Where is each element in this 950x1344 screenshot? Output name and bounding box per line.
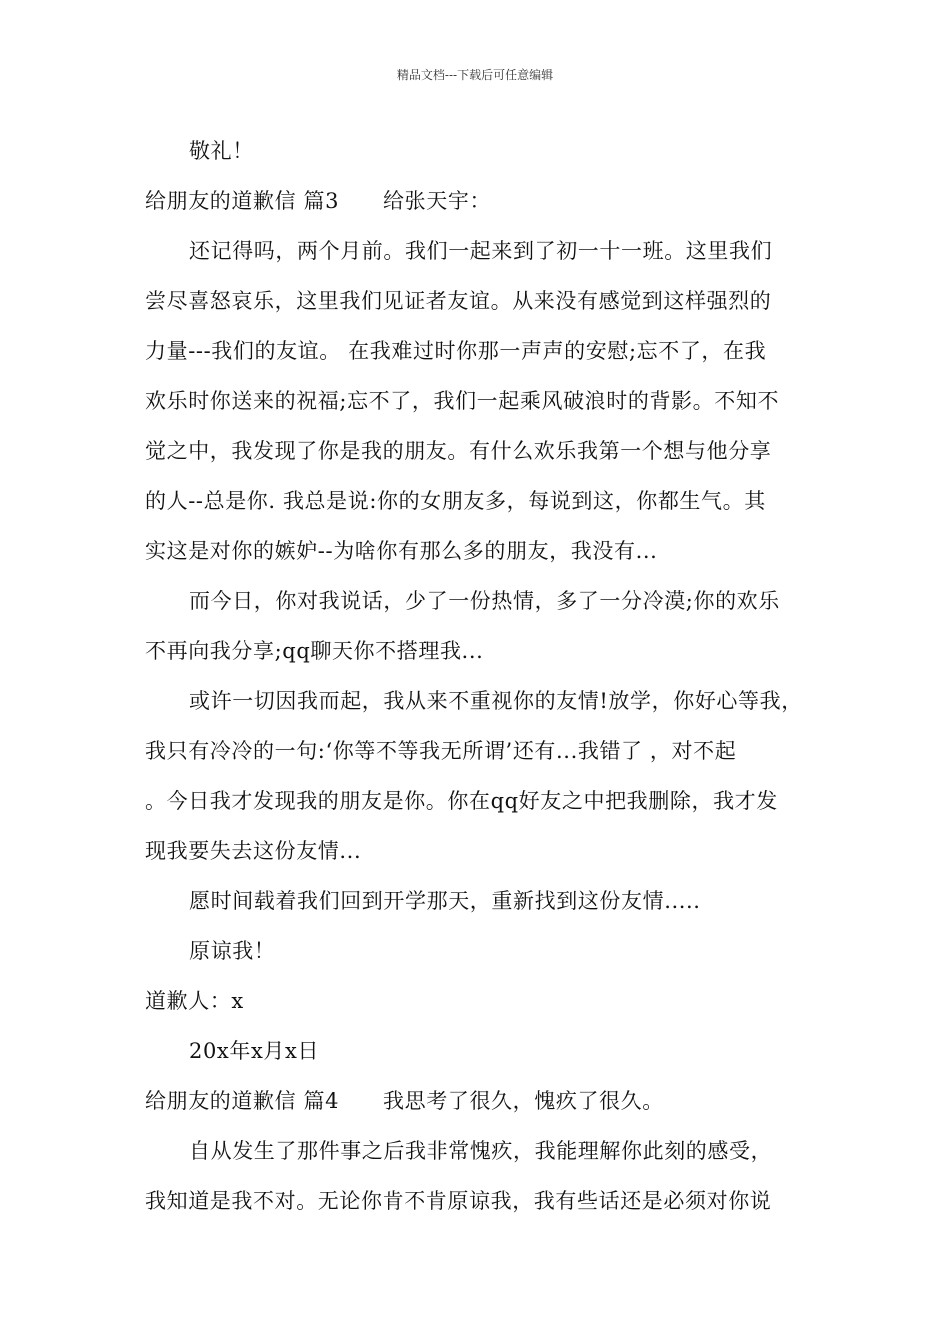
letter-4-title: 给朋友的道歉信 篇4 [145, 1089, 340, 1113]
closing-salute: 敬礼！ [189, 139, 254, 163]
signature: 道歉人：x [145, 989, 244, 1013]
paragraph-line: 力量---我们的友谊。 在我难过时你那一声声的安慰;忘不了，在我 [145, 339, 767, 363]
paragraph-line: 现我要失去这份友情... [145, 839, 362, 863]
letter-4-heading [145, 1076, 835, 1126]
paragraph-line: 的人--总是你. 我总是说:你的女朋友多，每说到这，你都生气。其 [145, 489, 766, 513]
letter-3-greeting: 给张天宇： [383, 189, 492, 213]
paragraph-line: 实这是对你的嫉妒--为啥你有那么多的朋友，我没有... [145, 539, 658, 563]
paragraph-line: 欢乐时你送来的祝福;忘不了，我们一起乘风破浪时的背影。不知不 [145, 389, 780, 413]
letter-3-heading [145, 176, 835, 226]
paragraph-line: 觉之中，我发现了你是我的朋友。有什么欢乐我第一个想与他分享 [145, 439, 772, 463]
closing-line: 原谅我！ [189, 939, 276, 963]
paragraph-line: 我知道是我不对。无论你肯不肯原谅我，我有些话还是必须对你说 [145, 1189, 772, 1213]
paragraph-line: 自从发生了那件事之后我非常愧疚，我能理解你此刻的感受， [189, 1139, 773, 1163]
paragraph-line: 尝尽喜怒哀乐，这里我们见证者友谊。从来没有感觉到这样强烈的 [145, 289, 772, 313]
date-line: 20x年x月x日 [189, 1039, 320, 1063]
paragraph-line: 而今日，你对我说话，少了一份热情，多了一分冷漠;你的欢乐 [189, 589, 780, 613]
paragraph-line: 还记得吗，两个月前。我们一起来到了初一十一班。这里我们 [189, 239, 773, 263]
paragraph-line: 我只有冷冷的一句:‘你等不等我无所谓’还有...我错了 ，对不起 [145, 739, 737, 763]
letter-3-title: 给朋友的道歉信 篇3 [145, 189, 340, 213]
paragraph-line: 或许一切因我而起，我从来不重视你的友情!放学，你好心等我， [189, 689, 803, 713]
paragraph-line: 。今日我才发现我的朋友是你。你在qq好友之中把我删除，我才发 [145, 789, 778, 813]
document-body [145, 126, 835, 1226]
page-header: 精品文档---下载后可任意编辑 [396, 68, 554, 82]
paragraph-line: 不再向我分享;qq聊天你不搭理我... [145, 639, 484, 663]
paragraph-line: 愿时间载着我们回到开学那天，重新找到这份友情..... [189, 889, 701, 913]
letter-4-opening: 我思考了很久，愧疚了很久。 [383, 1089, 664, 1113]
